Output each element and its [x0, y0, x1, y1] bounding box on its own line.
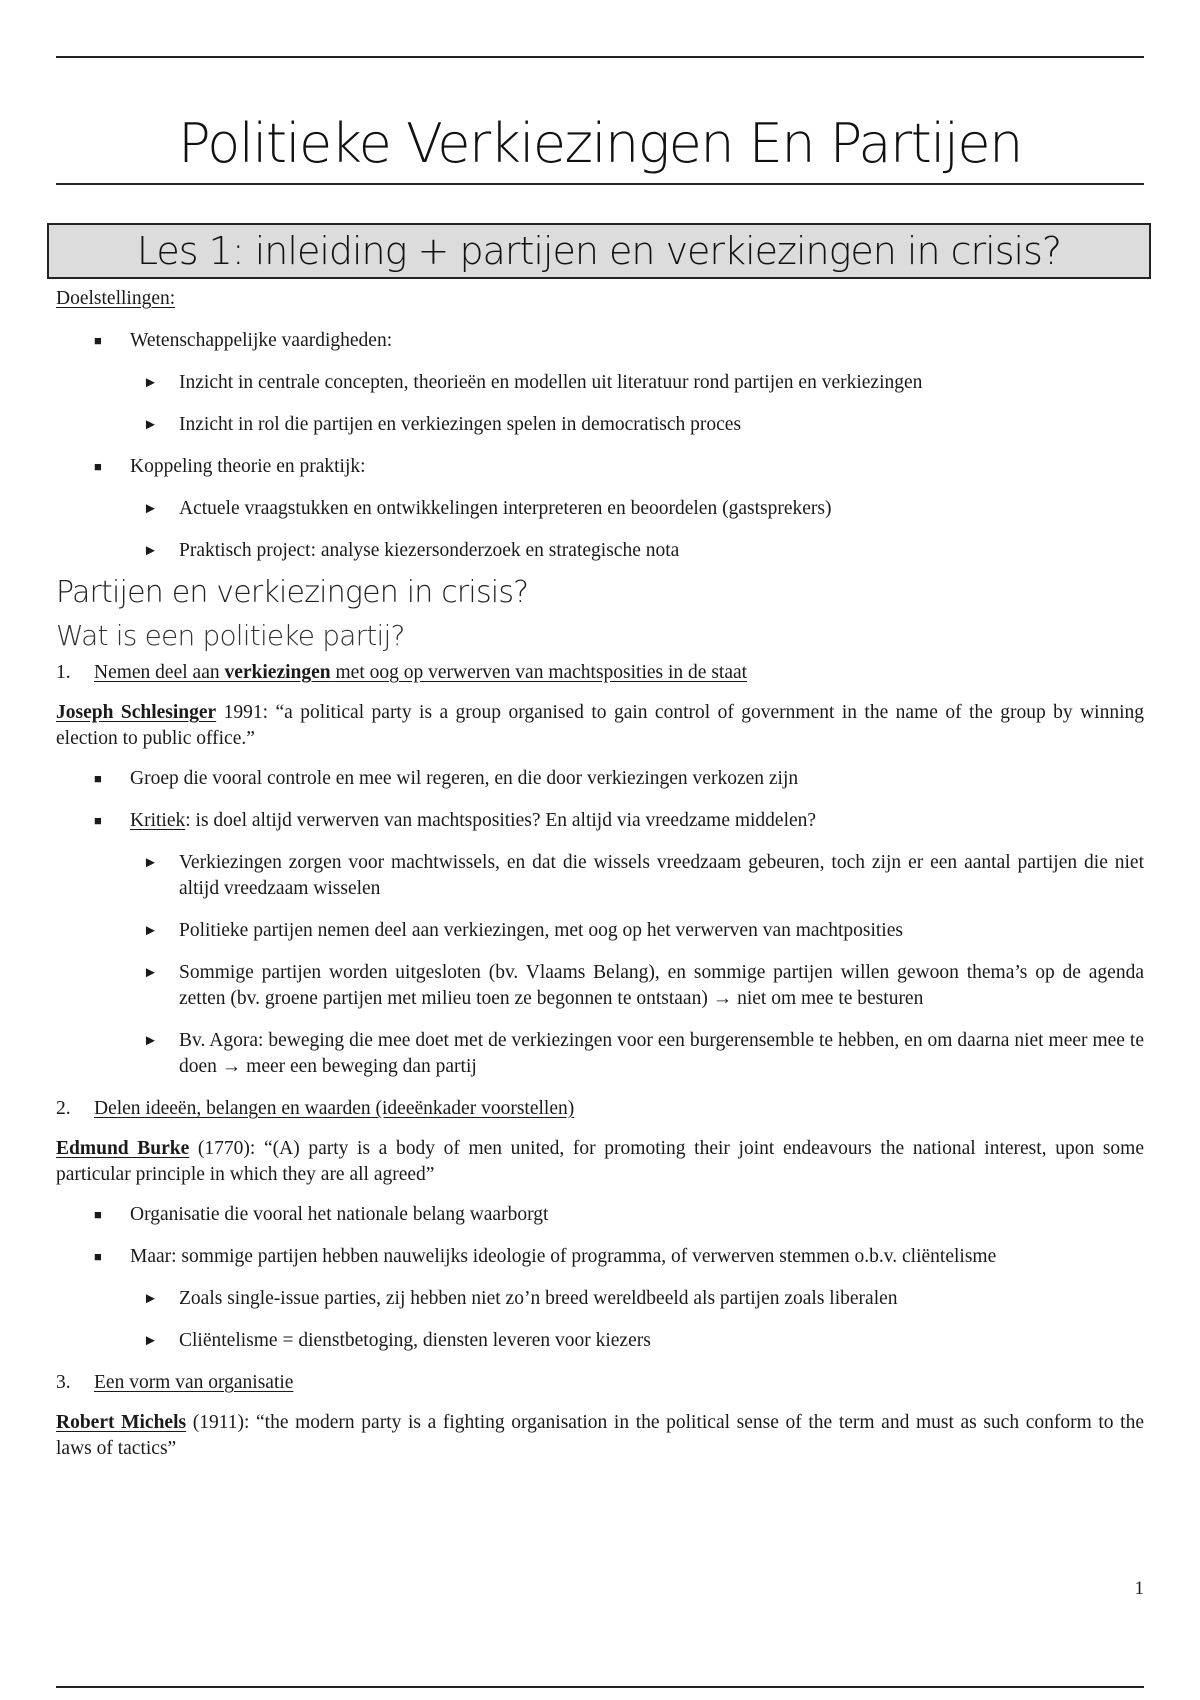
top-rule: [56, 56, 1144, 58]
title-underline: [56, 183, 1144, 185]
square-bullet-icon: ■: [94, 459, 102, 474]
point-number: 1.: [56, 662, 71, 683]
square-bullet-icon: ■: [94, 771, 102, 786]
triangle-bullet-icon: ►: [143, 1033, 158, 1049]
sub-bullet-item: ► Sommige partijen worden uitgesloten (bv. Vlaams Belang), en sommige partijen willen gewoon thema’s op de agenda zetten (bv. groene partijen met milieu toen ze begonnen te ontstaan) → niet om mee te besturen: [143, 962, 1144, 1009]
quote-paragraph: Robert Michels (1911): “the modern party is a fighting organisation in the political sense of the term and must as such conform to the laws of tactics”: [56, 1412, 1144, 1459]
document-title: Politieke Verkiezingen En Partijen: [178, 112, 1022, 175]
objectives-heading: Doelstellingen:: [56, 288, 176, 309]
triangle-bullet-icon: ►: [143, 375, 158, 391]
triangle-bullet-icon: ►: [143, 965, 158, 981]
objective-subitem: ► Actuele vraagstukken en ontwikkelingen interpreteren en beoordelen (gastsprekers): [56, 496, 1144, 522]
objective-item: ■ Koppeling theorie en praktijk:: [56, 454, 1144, 480]
author-name: Robert Michels: [56, 1412, 187, 1433]
numbered-point: 3. Een vorm van organisatie: [56, 1370, 1144, 1396]
point-number: 2.: [56, 1098, 71, 1119]
triangle-bullet-icon: ►: [143, 1333, 158, 1349]
numbered-point: 1. Nemen deel aan verkiezingen met oog op verwerven van machtsposities in de staat: [56, 660, 1144, 686]
lesson-header-box: Les 1: inleiding + partijen en verkiezingen in crisis?: [47, 223, 1151, 279]
triangle-bullet-icon: ►: [143, 543, 158, 559]
triangle-bullet-icon: ►: [143, 923, 158, 939]
bullet-item: ■ Kritiek: is doel altijd verwerven van machtsposities? En altijd via vreedzame middelen?: [56, 808, 1144, 834]
sub-bullet-item: ► Bv. Agora: beweging die mee doet met de verkiezingen voor een burgerensemble te hebben, en om daarna niet meer mee te doen → meer een beweging dan partij: [143, 1030, 1144, 1077]
bullet-item: ■ Groep die vooral controle en mee wil regeren, en die door verkiezingen verkozen zijn: [56, 766, 1144, 792]
section-heading: Partijen en verkiezingen in crisis?: [56, 575, 529, 610]
square-bullet-icon: ■: [94, 813, 102, 828]
objective-item: ■ Wetenschappelijke vaardigheden:: [56, 328, 1144, 354]
sub-bullet-item: ► Verkiezingen zorgen voor machtwissels, en dat die wissels vreedzaam gebeuren, toch zijn er een aantal partijen die niet altijd vreedzaam wisselen: [143, 852, 1144, 899]
document-body: [56, 286, 1144, 1474]
triangle-bullet-icon: ►: [143, 855, 158, 871]
quote-paragraph: Joseph Schlesinger 1991: “a political party is a group organised to gain control of government in the name of the group by winning election to public office.”: [56, 702, 1145, 749]
square-bullet-icon: ■: [94, 1207, 102, 1222]
sub-bullet-item: ► Cliëntelisme = dienstbetoging, diensten leveren voor kiezers: [56, 1328, 1144, 1354]
objective-subitem: ► Inzicht in centrale concepten, theorieën en modellen uit literatuur rond partijen en verkiezingen: [56, 370, 1144, 396]
bullet-item: ■ Organisatie die vooral het nationale belang waarborgt: [56, 1202, 1144, 1228]
square-bullet-icon: ■: [94, 333, 102, 348]
bullet-item: ■ Maar: sommige partijen hebben nauwelijks ideologie of programma, of verwerven stemmen o.b.v. cliëntelisme: [56, 1244, 1144, 1270]
page-number: 1: [1134, 1578, 1144, 1599]
square-bullet-icon: ■: [94, 1249, 102, 1264]
quote-paragraph: Edmund Burke (1770): “(A) party is a body of men united, for promoting their joint endeavours the national interest, upon some particular principle in which they are all agreed”: [56, 1138, 1144, 1185]
author-name: Edmund Burke: [56, 1138, 190, 1159]
point-number: 3.: [56, 1372, 71, 1393]
triangle-bullet-icon: ►: [143, 1291, 158, 1307]
triangle-bullet-icon: ►: [143, 501, 158, 517]
triangle-bullet-icon: ►: [143, 417, 158, 433]
sub-heading: Wat is een politieke partij?: [56, 619, 405, 652]
sub-bullet-item: ► Zoals single-issue parties, zij hebben niet zo’n breed wereldbeeld als partijen zoals liberalen: [56, 1286, 1144, 1312]
numbered-point: 2. Delen ideeën, belangen en waarden (ideeënkader voorstellen): [56, 1096, 1144, 1122]
bottom-rule: [56, 1686, 1144, 1688]
objective-subitem: ► Praktisch project: analyse kiezersonderzoek en strategische nota: [56, 538, 1144, 564]
sub-bullet-item: ► Politieke partijen nemen deel aan verkiezingen, met oog op het verwerven van machtposities: [56, 918, 1144, 944]
objective-subitem: ► Inzicht in rol die partijen en verkiezingen spelen in democratisch proces: [56, 412, 1144, 438]
author-name: Joseph Schlesinger: [56, 702, 217, 723]
